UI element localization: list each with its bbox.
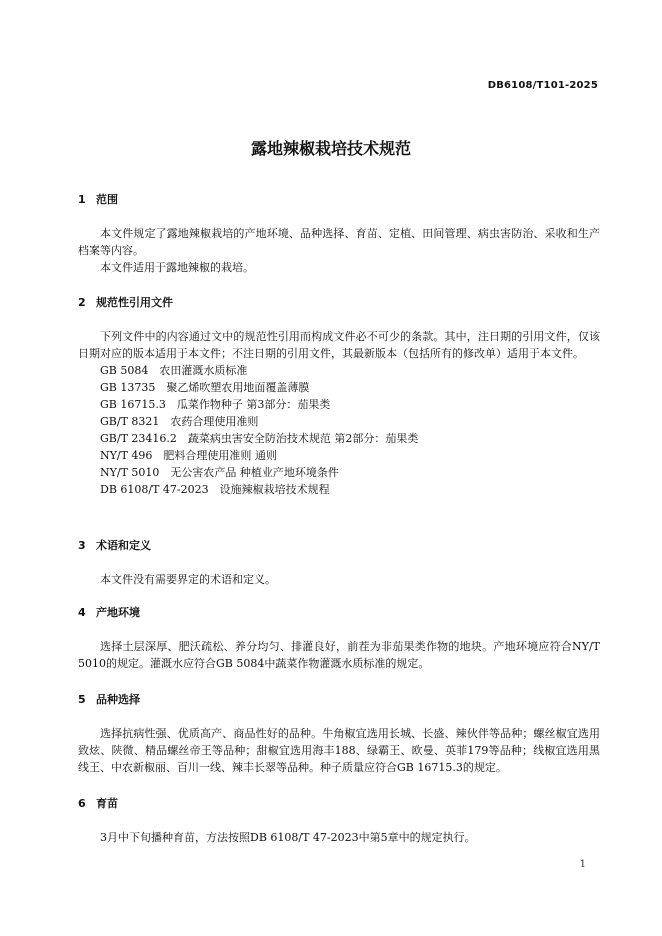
reference-item: GB 5084 农田灌溉水质标准 [100, 364, 248, 377]
section-heading-text: 产地环境 [96, 606, 140, 619]
reference-item: NY/T 5010 无公害农产品 种植业产地环境条件 [100, 466, 339, 479]
section-seedling [78, 796, 600, 846]
section-heading [78, 605, 600, 621]
document-title: 露地辣椒栽培技术规范 [250, 139, 411, 158]
section-heading [78, 538, 600, 554]
section-normative-references [78, 295, 600, 498]
section-heading-text: 育苗 [96, 797, 118, 810]
paragraph: 选择土层深厚、肥沃疏松、养分均匀、排灌良好，前茬为非茄果类作物的地块。产地环境应符合NY/T 5010的规定。灌溉水应符合GB 5084中蔬菜作物灌溉水质标准的规定。 [78, 640, 600, 670]
section-number: 2 [78, 296, 86, 309]
paragraph: 本文件没有需要界定的术语和定义。 [100, 573, 276, 586]
page-number: 1 [579, 859, 586, 870]
reference-item: NY/T 496 肥料合理使用准则 通则 [100, 449, 277, 462]
paragraph: 选择抗病性强、优质高产、商品性好的品种。牛角椒宜选用长城、长盛、辣伙伴等品种；螺丝椒宜选用致炫、陕微、精品螺丝帝王等品种；甜椒宜选用海丰188、绿霸王、欧曼、英菲179等品种；线椒宜选用黑线王、中农新椒丽、百川一线、辣丰长翠等品种。种子质量应符合GB 16715.3的规定。 [78, 727, 600, 774]
paragraph: 本文件规定了露地辣椒栽培的产地环境、品种选择、育苗、定植、田间管理、病虫害防治、采收和生产档案等内容。 [78, 227, 600, 257]
section-environment [78, 605, 600, 672]
reference-item: DB 6108/T 47-2023 设施辣椒栽培技术规程 [100, 483, 330, 496]
paragraph: 下列文件中的内容通过文中的规范性引用而构成文件必不可少的条款。其中，注日期的引用文件，仅该日期对应的版本适用于本文件；不注日期的引用文件，其最新版本（包括所有的修改单）适用于本文件。 [78, 330, 600, 360]
reference-item: GB 16715.3 瓜菜作物种子 第3部分：茄果类 [100, 398, 331, 411]
section-scope [78, 192, 600, 276]
section-heading [78, 192, 600, 208]
standard-code: DB6108/T101-2025 [487, 80, 598, 91]
section-heading-text: 术语和定义 [96, 539, 151, 552]
section-heading-text: 规范性引用文件 [96, 296, 173, 309]
section-number: 3 [78, 539, 86, 552]
section-heading-text: 范围 [96, 193, 118, 206]
section-variety [78, 692, 600, 776]
section-number: 4 [78, 606, 86, 619]
section-number: 5 [78, 693, 86, 706]
reference-item: GB 13735 聚乙烯吹塑农用地面覆盖薄膜 [100, 381, 310, 394]
paragraph: 本文件适用于露地辣椒的栽培。 [100, 261, 254, 274]
paragraph: 3月中下旬播种育苗，方法按照DB 6108/T 47-2023中第5章中的规定执行。 [100, 831, 476, 844]
reference-item: GB/T 23416.2 蔬菜病虫害安全防治技术规范 第2部分：茄果类 [100, 432, 419, 445]
section-heading [78, 692, 600, 708]
section-terms [78, 538, 600, 588]
section-heading-text: 品种选择 [96, 693, 140, 706]
section-number: 6 [78, 797, 86, 810]
section-heading [78, 295, 600, 311]
reference-item: GB/T 8321 农药合理使用准则 [100, 415, 259, 428]
section-number: 1 [78, 193, 86, 206]
section-heading [78, 796, 600, 812]
